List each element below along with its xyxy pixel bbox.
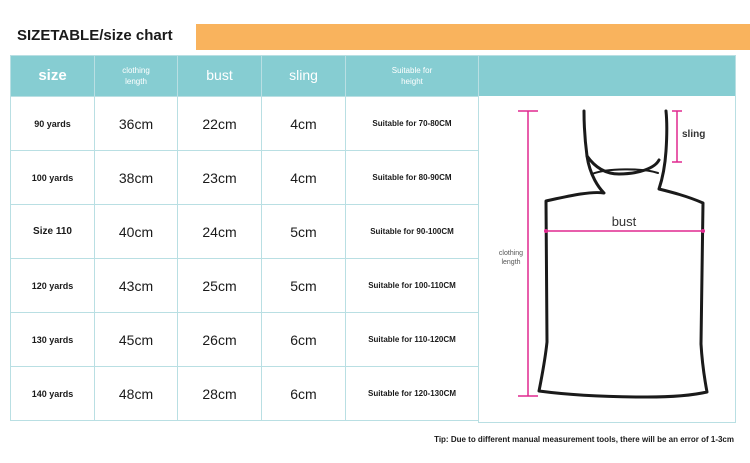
cell-suitable: Suitable for 120-130CM xyxy=(346,367,479,421)
cell-sling: 5cm xyxy=(262,259,346,313)
cell-length: 40cm xyxy=(95,205,178,259)
cell-suitable: Suitable for 90-100CM xyxy=(346,205,479,259)
cell-sling: 4cm xyxy=(262,97,346,151)
cell-bust: 24cm xyxy=(178,205,262,259)
cell-sling: 5cm xyxy=(262,205,346,259)
tank-top-diagram xyxy=(479,56,735,422)
table-header-row xyxy=(11,56,479,97)
cell-suitable: Suitable for 70-80CM xyxy=(346,97,479,151)
header-suitable-height xyxy=(346,56,479,97)
cell-size: 130 yards xyxy=(11,313,95,367)
title-bar xyxy=(8,24,750,50)
header-bust xyxy=(178,56,262,97)
header-suitable-line2: height xyxy=(401,77,423,86)
cell-suitable: Suitable for 110-120CM xyxy=(346,313,479,367)
header-size-label: size xyxy=(38,67,67,84)
cell-bust: 23cm xyxy=(178,151,262,205)
cell-bust: 26cm xyxy=(178,313,262,367)
cell-size: 90 yards xyxy=(11,97,95,151)
table-row xyxy=(11,97,479,151)
cell-size: Size 110 xyxy=(11,205,95,259)
table-row xyxy=(11,367,479,421)
cell-sling: 6cm xyxy=(262,367,346,421)
bust-measure-left-dot xyxy=(544,229,548,233)
length-label-line1: clothing xyxy=(498,250,524,257)
cell-length: 48cm xyxy=(95,367,178,421)
cell-sling: 6cm xyxy=(262,313,346,367)
header-size xyxy=(11,56,95,97)
page-title: SIZETABLE/size chart xyxy=(17,27,173,44)
table-row xyxy=(11,151,479,205)
cell-bust: 22cm xyxy=(178,97,262,151)
header-clothing-length-line2: length xyxy=(125,77,147,86)
size-table xyxy=(10,55,479,421)
cell-bust: 28cm xyxy=(178,367,262,421)
cell-length: 43cm xyxy=(95,259,178,313)
tank-top-outline xyxy=(539,111,707,397)
header-sling xyxy=(262,56,346,97)
cell-length: 36cm xyxy=(95,97,178,151)
measurement-tip: Tip: Due to different manual measurement tools, there will be an error of 1-3cm xyxy=(434,435,734,444)
cell-suitable: Suitable for 100-110CM xyxy=(346,259,479,313)
cell-length: 38cm xyxy=(95,151,178,205)
cell-bust: 25cm xyxy=(178,259,262,313)
length-label-line2: length xyxy=(501,259,521,266)
table-row xyxy=(11,313,479,367)
title-label-bg xyxy=(8,24,196,50)
cell-suitable: Suitable for 80-90CM xyxy=(346,151,479,205)
header-suitable-line1: Suitable for xyxy=(391,66,433,75)
bust-label: bust xyxy=(611,214,637,229)
cell-size: 100 yards xyxy=(11,151,95,205)
bust-measure-right-dot xyxy=(701,229,705,233)
header-clothing-length-line1: clothing xyxy=(122,66,150,75)
table-row xyxy=(11,259,479,313)
cell-size: 140 yards xyxy=(11,367,95,421)
cell-sling: 4cm xyxy=(262,151,346,205)
header-clothing-length xyxy=(95,56,178,97)
header-bust-label: bust xyxy=(206,67,233,83)
cell-size: 120 yards xyxy=(11,259,95,313)
header-sling-label: sling xyxy=(289,67,318,83)
cell-length: 45cm xyxy=(95,313,178,367)
sling-label: sling xyxy=(682,129,706,140)
garment-diagram-panel xyxy=(478,55,736,423)
table-row xyxy=(11,205,479,259)
